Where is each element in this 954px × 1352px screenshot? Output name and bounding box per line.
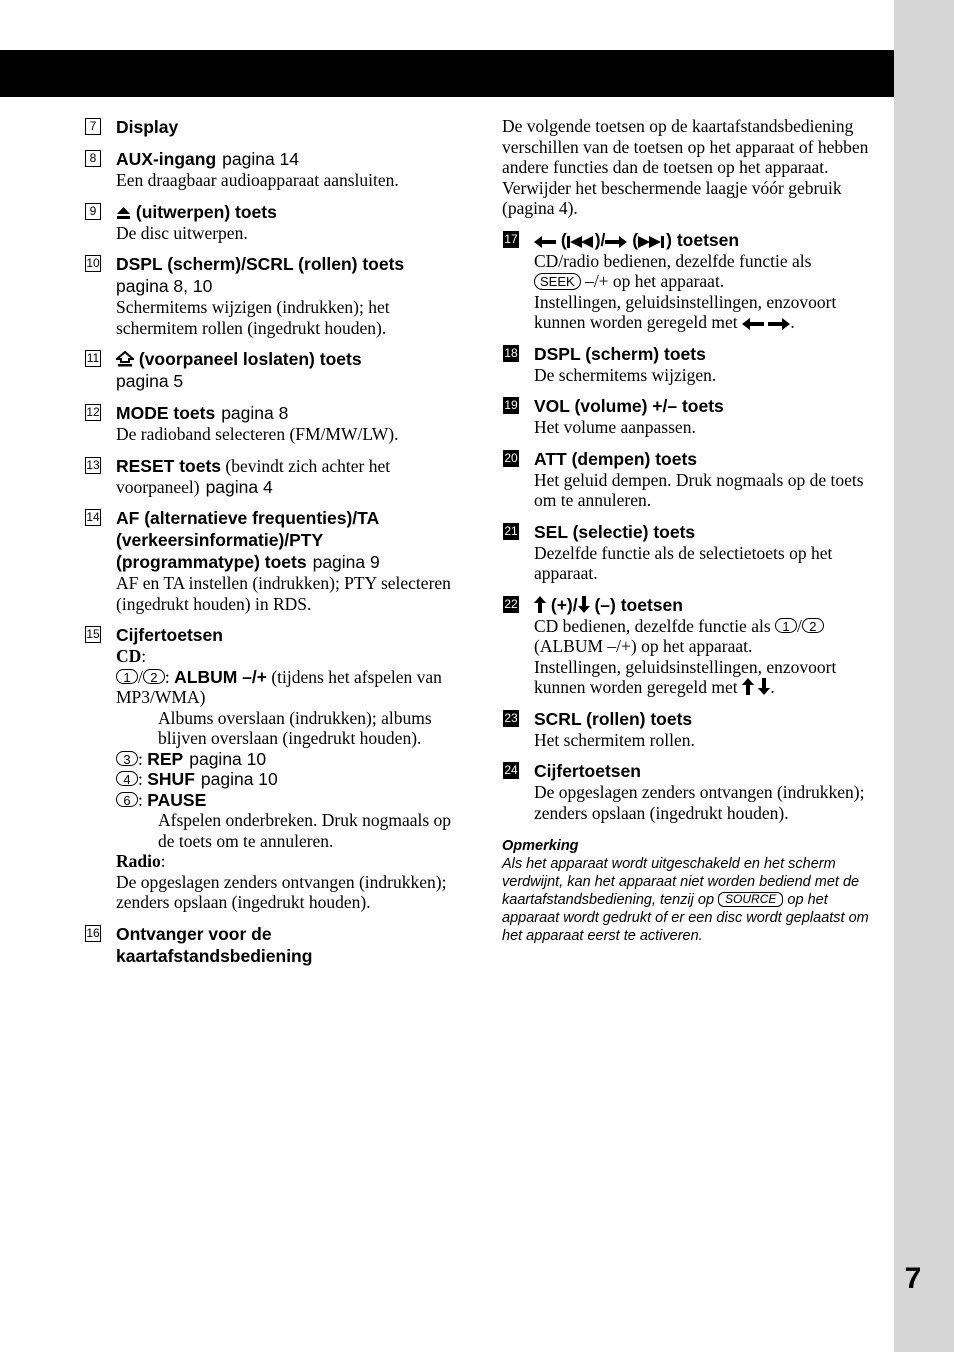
item-description: CD bedienen, dezelfde functie als	[534, 615, 771, 636]
item-description: (ALBUM –/+) op het apparaat.	[534, 636, 753, 656]
item-22: 22 (+)/ (–) toetsen CD bedienen, dezelfde functie als 1 / 2 (ALBUM –/+) op het apparaat. Instellingen, geluidsinstellingen, enzovoort kunnen worden geregeld met .	[502, 594, 882, 698]
item-title: AUX-ingang	[116, 149, 217, 169]
arrow-down-icon	[578, 596, 590, 613]
pause-label: PAUSE	[147, 789, 207, 810]
item-14	[84, 507, 469, 614]
right-column	[502, 116, 882, 945]
item-title: MODE toets	[116, 403, 216, 423]
item-13	[84, 455, 469, 498]
item-note: (bevindt zich achter het voorpaneel)	[116, 455, 391, 497]
arrow-right-icon	[605, 236, 627, 248]
note-text-part: op het apparaat wordt gedrukt of er een disc wordt geplaatst om het apparaat eerst te activeren.	[502, 892, 869, 944]
album-label: ALBUM –/+	[174, 666, 267, 687]
item-title: ATT (dempen) toets	[534, 448, 698, 469]
key-1: 1	[775, 618, 797, 633]
item-16	[84, 923, 469, 967]
left-column	[84, 116, 469, 977]
item-title: VOL (volume) +/– toets	[534, 396, 724, 416]
item-15: 15 Cijfertoetsen CD: 1 / 2 : ALBUM –/+ (tijdens het afspelen van MP3/WMA) Albums overslaan (indrukken); albums blijven overslaan (ingedrukt houden). 3 : REP pagina 10 4 : SHUF pagina 10 6 : PAUSE Afspelen onderbreken. Druk nogmaals op de toets om te annuleren. Radio: De opgeslagen zenders ontvangen (indrukken); zenders opslaan (ingedrukt houden).	[84, 624, 469, 913]
item-title: Cijfertoetsen	[534, 761, 641, 781]
pause-description: Afspelen onderbreken. Druk nogmaals op de toets om te annuleren.	[158, 810, 452, 851]
item-9	[84, 201, 469, 244]
item-23	[502, 708, 882, 751]
item-description: –/+ op het apparaat.	[585, 271, 725, 291]
page-ref: pagina 8	[221, 403, 289, 423]
album-description: Albums overslaan (indrukken); albums blijven overslaan (ingedrukt houden).	[158, 707, 432, 748]
item-number: 21	[504, 523, 518, 538]
item-title: SCRL (rollen) toets	[534, 708, 693, 729]
colon: :	[141, 646, 147, 666]
radio-description: De opgeslagen zenders ontvangen (indrukken); zenders opslaan (ingedrukt houden).	[116, 871, 447, 912]
item-number: 22	[504, 596, 518, 611]
page-ref: pagina 14	[222, 149, 300, 169]
key-3: 3	[116, 751, 138, 766]
item-title: Cijfertoetsen	[116, 625, 223, 645]
item-19	[502, 395, 882, 438]
item-title: toetsen	[676, 229, 740, 250]
page-ref: pagina 5	[116, 371, 184, 391]
item-number: 17	[504, 231, 518, 246]
item-title-line: AF (alternatieve frequenties)/TA	[116, 508, 380, 528]
key-2: 2	[143, 669, 165, 684]
item-title: (uitwerpen) toets	[135, 201, 277, 222]
item-title: RESET toets	[116, 455, 222, 476]
cd-label: CD	[116, 646, 142, 666]
item-description: De schermitems wijzigen.	[534, 364, 717, 385]
shuf-label: SHUF	[147, 769, 195, 789]
page-ref: pagina 10	[200, 769, 278, 789]
item-number: 11	[86, 351, 100, 365]
item-description: Het volume aanpassen.	[534, 417, 696, 437]
arrow-up-icon	[742, 678, 754, 695]
arrow-down-icon	[758, 678, 770, 695]
item-description: Instellingen, geluidsinstellingen, enzovoort kunnen worden geregeld met	[534, 291, 837, 332]
page-ref: pagina 8, 10	[116, 276, 213, 296]
rep-label: REP	[147, 748, 184, 769]
item-description: De disc uitwerpen.	[116, 222, 248, 243]
item-number: 12	[86, 405, 100, 419]
item-description: Het geluid dempen. Druk nogmaals op de toets om te annuleren.	[534, 469, 864, 510]
item-title-line: kaartafstandsbediening	[116, 945, 313, 966]
album-note: (tijdens het afspelen van MP3/WMA)	[116, 666, 442, 707]
item-24	[502, 760, 882, 823]
seek-key: SEEK	[534, 273, 581, 290]
note-text	[502, 855, 882, 945]
item-title: SEL (selectie) toets	[534, 521, 696, 542]
item-number: 10	[86, 256, 100, 270]
item-title: Display	[116, 117, 179, 137]
item-description: Schermitems wijzigen (indrukken); het schermitem rollen (ingedrukt houden).	[116, 297, 390, 338]
item-21	[502, 521, 882, 584]
item-7	[84, 116, 469, 138]
item-20	[502, 448, 882, 511]
item-number: 7	[85, 118, 101, 135]
item-title-line: Ontvanger voor de	[116, 923, 272, 944]
key-2: 2	[802, 618, 824, 633]
next-track-icon	[638, 236, 666, 248]
item-number: 19	[504, 398, 518, 412]
source-key: SOURCE	[718, 892, 783, 907]
page-ref: pagina 10	[189, 748, 267, 769]
item-number: 14	[86, 510, 100, 524]
eject-icon	[116, 206, 131, 220]
item-number: 24	[504, 763, 518, 777]
key-1: 1	[116, 669, 138, 684]
arrow-left-icon	[742, 318, 764, 330]
page-number: 7	[904, 1262, 922, 1295]
header-band	[0, 50, 894, 97]
item-11	[84, 348, 469, 392]
item-title-line: (verkeersinformatie)/PTY	[116, 530, 324, 550]
prev-track-icon	[567, 236, 595, 248]
arrow-left-icon	[534, 236, 556, 248]
item-description: Dezelfde functie als de selectietoets op het apparaat.	[534, 542, 833, 583]
side-strip	[894, 0, 954, 1352]
item-description: Instellingen, geluidsinstellingen, enzovoort kunnen worden geregeld met	[534, 656, 837, 697]
item-description: De radioband selecteren (FM/MW/LW).	[116, 424, 399, 444]
item-number: 20	[504, 450, 518, 465]
colon: :	[160, 851, 166, 871]
item-description: De opgeslagen zenders ontvangen (indrukken); zenders opslaan (ingedrukt houden).	[534, 782, 865, 823]
release-panel-icon	[116, 351, 134, 367]
intro-paragraph: De volgende toetsen op de kaartafstandsbediening verschillen van de toetsen op het apparaat of hebben andere functies dan de toetsen op het apparaat. Verwijder het beschermende laagje vóór gebruik (pagina 4).	[502, 116, 869, 218]
item-description: Een draagbaar audioapparaat aansluiten.	[116, 170, 399, 190]
item-number: 18	[504, 345, 518, 360]
item-title-line: (programmatype) toets	[116, 552, 307, 572]
item-18	[502, 343, 882, 386]
item-number: 23	[504, 710, 518, 725]
item-title: (–) toetsen	[594, 594, 683, 615]
page-ref: pagina 9	[312, 552, 380, 572]
item-description: AF en TA instellen (indrukken); PTY selecteren (ingedrukt houden) in RDS.	[116, 573, 451, 614]
note-text-part: Als het apparaat wordt uitgeschakeld en het scherm verdwijnt, kan het apparaat niet worden bediend met de kaartafstandsbediening, tenzij op	[502, 856, 860, 908]
item-17: 17 ( )/ ( ) toetsen CD/radio bedienen, dezelfde functie als SEEK –/+ op het apparaat. Instellingen, geluidsinstellingen, enzovoort kunnen worden geregeld met .	[504, 229, 837, 332]
key-4: 4	[116, 771, 138, 786]
item-12	[84, 402, 469, 445]
page-ref: pagina 4	[205, 476, 273, 497]
item-number: 15	[86, 627, 100, 641]
item-number: 16	[86, 925, 100, 940]
key-6: 6	[116, 792, 138, 807]
radio-label: Radio	[116, 851, 161, 871]
item-8	[84, 148, 469, 191]
item-10	[84, 253, 469, 338]
note-title: Opmerking	[502, 838, 579, 854]
item-title: DSPL (scherm)/SCRL (rollen) toets	[116, 254, 405, 274]
item-description: CD/radio bedienen, dezelfde functie als	[534, 250, 812, 271]
arrow-up-icon	[534, 596, 546, 613]
item-number: 13	[86, 457, 100, 472]
item-title: DSPL (scherm) toets	[534, 343, 706, 364]
item-title: (voorpaneel loslaten) toets	[138, 349, 362, 369]
item-number: 8	[85, 150, 101, 167]
item-description: Het schermitem rollen.	[534, 729, 695, 750]
arrow-right-icon	[768, 318, 790, 330]
item-number: 9	[85, 203, 101, 220]
